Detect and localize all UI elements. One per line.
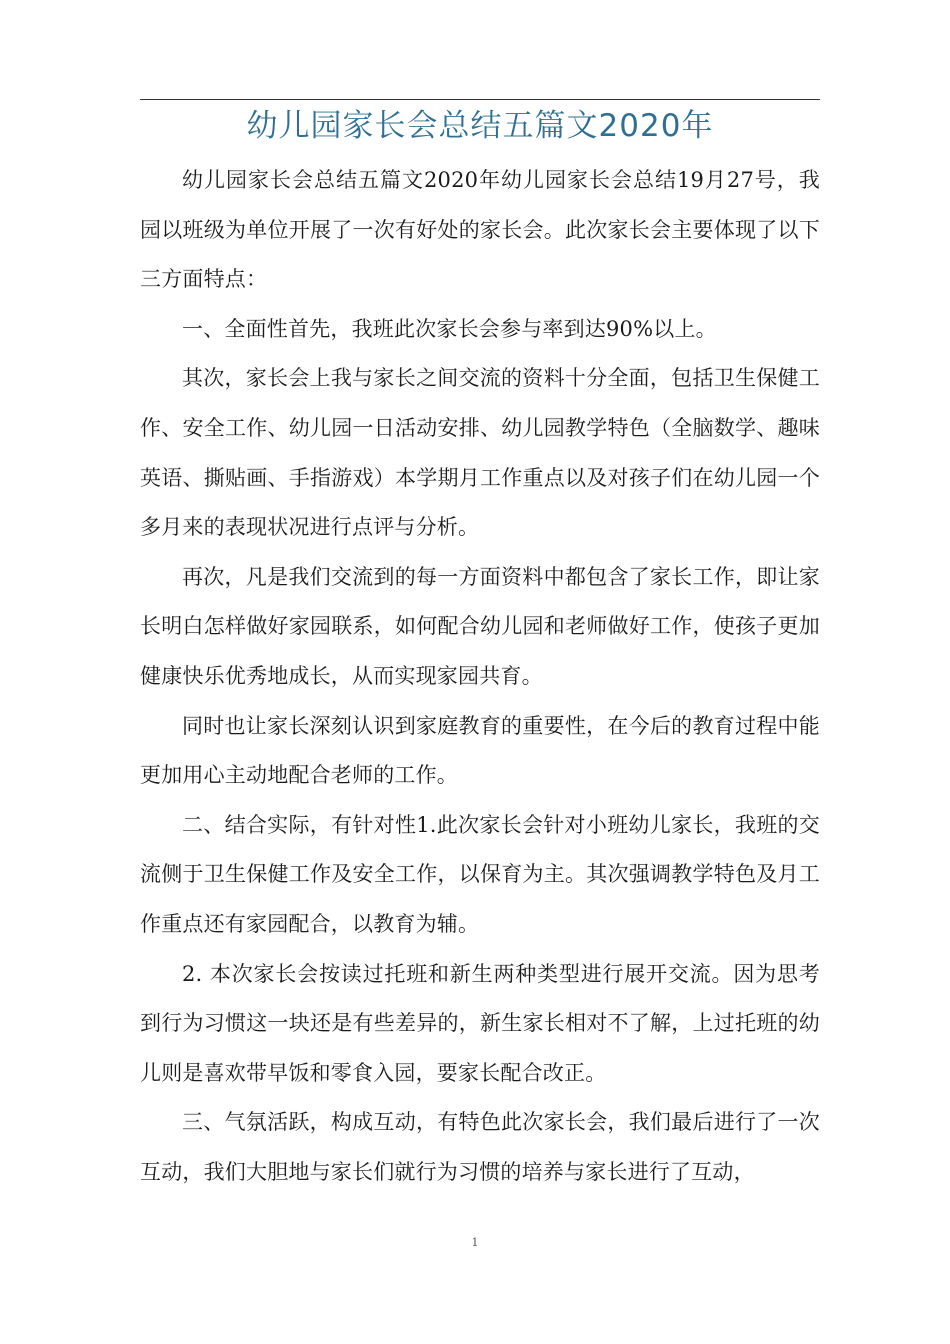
paragraph-intro: 幼儿园家长会总结五篇文2020年幼儿园家长会总结19月27号，我园以班级为单位开展了一次有好处的家长会。此次家长会主要体现了以下三方面特点： xyxy=(140,168,820,292)
document-title: 幼儿园家长会总结五篇文2020年 xyxy=(246,108,714,144)
document-body xyxy=(140,156,820,1197)
paragraph-section-2: 二、结合实际，有针对性1.此次家长会针对小班幼儿家长，我班的交流侧于卫生保健工作及安全工作，以保育为主。其次强调教学特色及月工作重点还有家园配合，以教育为辅。 xyxy=(140,812,820,936)
paragraph-section-1: 一、全面性首先，我班此次家长会参与率到达90%以上。 xyxy=(182,316,717,341)
page-number: 1 xyxy=(471,1236,479,1249)
header-rule xyxy=(140,99,820,100)
paragraph-meanwhile: 同时也让家长深刻认识到家庭教育的重要性，在今后的教育过程中能更加用心主动地配合老师的工作。 xyxy=(140,713,820,788)
paragraph-thirdly: 再次，凡是我们交流到的每一方面资料中都包含了家长工作，即让家长明白怎样做好家园联系，如何配合幼儿园和老师做好工作，使孩子更加健康快乐优秀地成长，从而实现家园共育。 xyxy=(140,564,820,688)
paragraph-secondly: 其次，家长会上我与家长之间交流的资料十分全面，包括卫生保健工作、安全工作、幼儿园一日活动安排、幼儿园教学特色（全脑数学、趣味英语、撕贴画、手指游戏）本学期月工作重点以及对孩子们在幼儿园一个多月来的表现状况进行点评与分析。 xyxy=(140,366,820,540)
paragraph-section-3: 三、气氛活跃，构成互动，有特色此次家长会，我们最后进行了一次互动，我们大胆地与家长们就行为习惯的培养与家长进行了互动， xyxy=(140,1110,820,1184)
paragraph-item-2: 2. 本次家长会按读过托班和新生两种类型进行展开交流。因为思考到行为习惯这一块还是有些差异的，新生家长相对不了解，上过托班的幼儿则是喜欢带早饭和零食入园，要家长配合改正。 xyxy=(140,961,820,1085)
